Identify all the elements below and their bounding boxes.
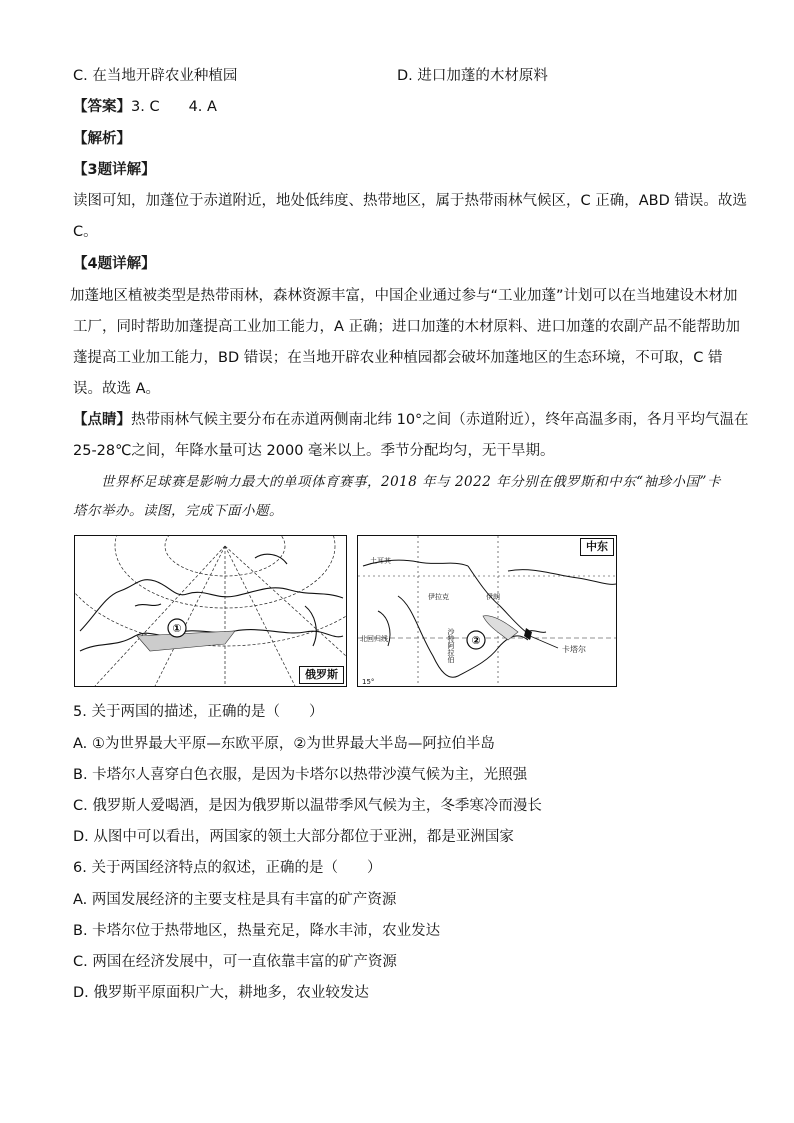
q3-detail-line: 读图可知，加蓬位于赤道附近，地处低纬度、热带地区，属于热带雨林气候区，C 正确，ABD 错误。故选 — [73, 193, 747, 209]
q4-detail-tag: 【4题详解】 — [73, 256, 156, 272]
q5-option-b: B. 卡塔尔人喜穿白色衣服，是因为卡塔尔以热带沙漠气候为主，光照强 — [73, 767, 528, 783]
pointer-text: 热带雨林气候主要分布在赤道两侧南北纬 10°之间（赤道附近），终年高温多雨，各月平均气温在 — [131, 412, 749, 428]
q4-detail-line: 误。故选 A。 — [73, 381, 161, 397]
q6-stem: 6. 关于两国经济特点的叙述，正确的是（ ） — [73, 860, 382, 876]
q4-detail-line: 蓬提高工业加工能力，BD 错误；在当地开辟农业种植园都会破坏加蓬地区的生态环境，不可取，C 错 — [73, 350, 723, 366]
q3-detail-line: C。 — [73, 224, 98, 240]
answer-text: 3. C 4. A — [131, 99, 217, 115]
place-tropic: 北回归线 — [360, 635, 388, 643]
q4-detail-line: 工厂，同时帮助加蓬提高工业加工能力，A 正确；进口加蓬的木材原料、进口加蓬的农副产品不能帮助加 — [73, 319, 741, 335]
russia-map — [74, 535, 347, 687]
q6-option-a: A. 两国发展经济的主要支柱是具有丰富的矿产资源 — [73, 892, 397, 908]
q5-option-d: D. 从图中可以看出，两国家的领土大部分都位于亚洲，都是亚洲国家 — [73, 829, 514, 845]
intro-line: 世界杯足球赛是影响力最大的单项体育赛事，2018 年与 2022 年分别在俄罗斯和中东“袖珍小国”卡 — [101, 474, 721, 490]
mideast-map-drawing — [358, 536, 616, 686]
pointer-line: 25-28℃之间，年降水量可达 2000 毫米以上。季节分配均匀，无干旱期。 — [73, 443, 555, 459]
place-iran: 伊朗 — [486, 593, 500, 601]
mideast-marker: ② — [471, 634, 481, 647]
q3-detail-tag: 【3题详解】 — [73, 162, 156, 178]
answer-line — [73, 97, 217, 117]
russia-marker: ① — [172, 622, 182, 635]
q5-option-a: A. ①为世界最大平原—东欧平原，②为世界最大半岛—阿拉伯半岛 — [73, 736, 495, 752]
mideast-map — [357, 535, 617, 687]
russia-map-drawing — [75, 536, 346, 686]
place-turkey: 土耳其 — [370, 557, 391, 565]
analysis-tag: 【解析】 — [73, 131, 131, 147]
answer-tag: 【答案】 — [73, 99, 131, 115]
pointer-tag: 【点睛】 — [73, 412, 131, 428]
place-iraq: 伊拉克 — [428, 593, 449, 601]
place-saudi: 沙特阿拉伯 — [447, 628, 455, 663]
q6-option-d: D. 俄罗斯平原面积广大，耕地多，农业较发达 — [73, 985, 369, 1001]
q5-stem: 5. 关于两国的描述，正确的是（ ） — [73, 704, 324, 720]
place-lat15: 15° — [362, 678, 375, 686]
q4-detail-line: 加蓬地区植被类型是热带雨林，森林资源丰富，中国企业通过参与“工业加蓬”计划可以在当地建设木材加 — [70, 288, 738, 304]
q5-option-c: C. 俄罗斯人爱喝酒，是因为俄罗斯以温带季风气候为主，冬季寒冷而漫长 — [73, 798, 542, 814]
mideast-map-label: 中东 — [580, 538, 614, 556]
pointer-line — [73, 410, 749, 430]
q6-option-b: B. 卡塔尔位于热带地区，热量充足，降水丰沛，农业发达 — [73, 923, 441, 939]
q6-option-c: C. 两国在经济发展中，可一直依靠丰富的矿产资源 — [73, 954, 397, 970]
place-qatar: 卡塔尔 — [562, 645, 586, 654]
prev-option-d: D. 进口加蓬的木材原料 — [397, 68, 548, 84]
russia-map-label: 俄罗斯 — [299, 666, 344, 684]
prev-option-c: C. 在当地开辟农业种植园 — [73, 68, 238, 84]
intro-line: 塔尔举办。读图，完成下面小题。 — [73, 503, 283, 519]
